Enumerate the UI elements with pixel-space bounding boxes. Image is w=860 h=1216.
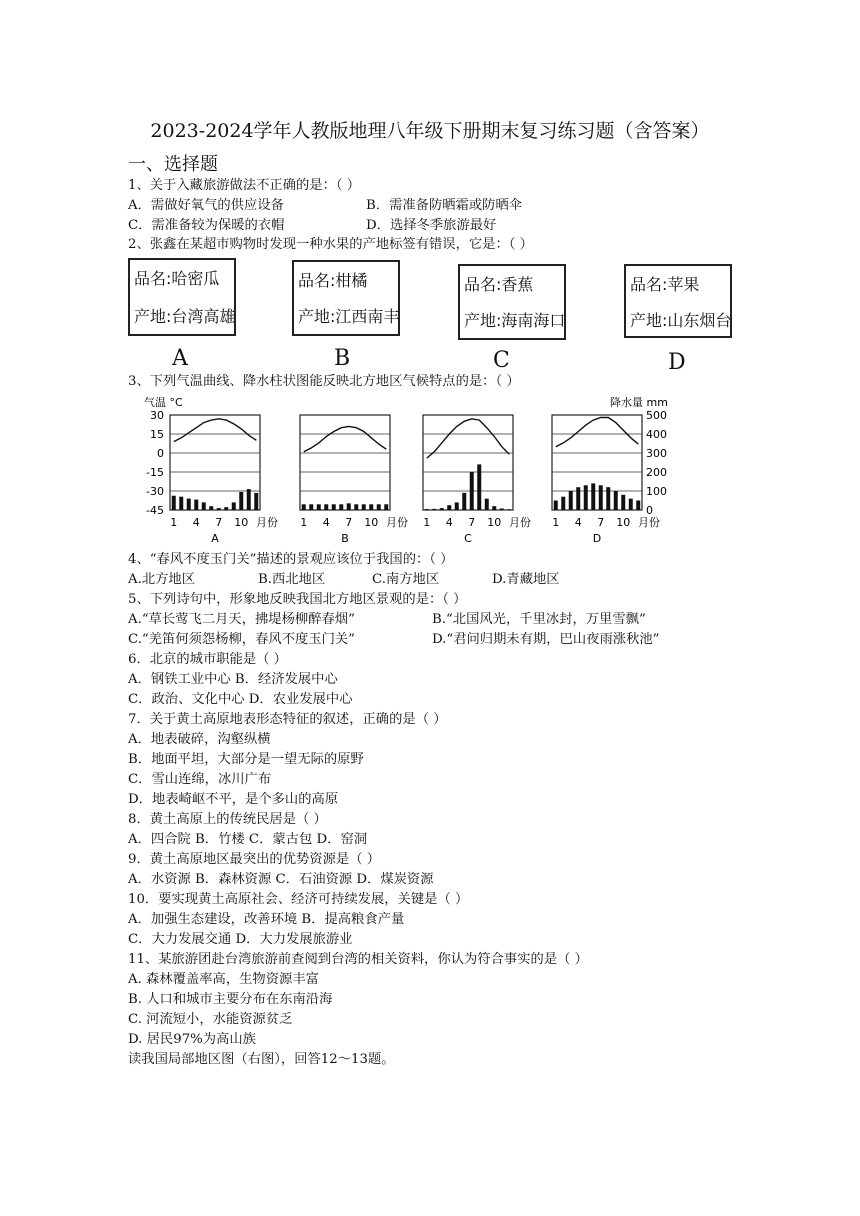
month-tick-label: 10 [234,516,249,529]
month-tick-label: 4 [574,516,582,529]
q1-stem: 1、关于入藏旅游做法不正确的是：（ ） [128,178,361,193]
q10-stem: 10．要实现黄土高原社会、经济可持续发展，关键是（ ） [128,892,469,907]
precipitation-bar [324,504,328,510]
precipitation-bar [354,504,358,510]
precipitation-bar [224,507,228,510]
precipitation-bar [369,504,373,510]
left-axis-label: 气温 °C [144,396,183,409]
q1-option-d: D．选择冬季旅游最好 [366,218,497,233]
section-heading: 一、选择题 [128,154,218,175]
climate-panel-d [552,415,660,545]
q9-stem: 9．黄土高原地区最突出的优势资源是（ ） [128,852,381,867]
fruit-origin: 产地:江西南丰 [298,307,400,326]
precipitation-tick-label: 200 [646,466,667,479]
month-unit-label: 月份 [386,516,408,529]
precipitation-bar [621,495,625,510]
precipitation-bar [485,499,489,510]
precipitation-bar [202,502,206,510]
temperature-curve [556,418,639,447]
q4-option-a: A.北方地区 [128,572,196,587]
q7-stem: 7．关于黄土高原地表形态特征的叙述，正确的是（ ） [128,712,447,727]
panel-frame [423,415,513,510]
q11-option-c: C. 河流短小，水能资源贫乏 [128,1012,293,1027]
precipitation-bar [569,491,573,510]
precipitation-bar [614,491,618,510]
temperature-curve [304,426,387,451]
choice-letter-c: C [493,348,510,373]
q7-option-c: C．雪山连绵，冰川广布 [128,772,272,787]
temperature-curve [174,419,256,442]
q3-stem: 3、下列气温曲线、降水柱状图能反映北方地区气候特点的是：（ ） [128,374,520,389]
q7-option-d: D．地表崎岖不平，是个多山的高原 [128,792,339,807]
q8-options: A．四合院 B．竹楼 C．蒙古包 D．窑洞 [128,832,368,847]
q6-options-cd: C．政治、文化中心 D．农业发展中心 [128,692,353,707]
q4-option-d: D.青藏地区 [492,572,560,587]
q5-stem: 5、下列诗句中，形象地反映我国北方地区景观的是：（ ） [128,592,467,607]
precipitation-bar [440,508,444,510]
temperature-tick-label: 30 [150,409,164,422]
panel-frame [170,415,260,510]
precipitation-bar [599,485,603,510]
choice-letter-d: D [668,350,686,375]
month-unit-label: 月份 [638,516,660,529]
precipitation-bar [377,504,381,510]
panel-frame [552,415,642,510]
precipitation-bar [492,506,496,510]
precipitation-tick-label: 400 [646,428,667,441]
precipitation-bar [591,483,595,510]
precipitation-bar [309,504,313,510]
q8-stem: 8．黄土高原上的传统民居是（ ） [128,812,327,827]
precipitation-bar [629,499,633,510]
month-tick-label: 7 [215,516,223,529]
month-tick-label: 7 [597,516,605,529]
precipitation-bar [636,501,640,511]
precipitation-bar [455,502,459,510]
q7-option-b: B．地面平坦，大部分是一望无际的原野 [128,752,364,767]
precipitation-bar [247,489,251,510]
fruit-origin: 产地:海南海口 [464,311,566,330]
precipitation-bar [384,504,388,510]
fruit-label-b [292,260,400,336]
precipitation-tick-label: 300 [646,447,667,460]
q5-option-a: A.“草长莺飞二月天，拂堤杨柳醉春烟” [128,612,355,627]
q6-stem: 6．北京的城市职能是（ ） [128,652,287,667]
precipitation-bar [470,472,474,510]
q1-option-a: A．需做好氧气的供应设备 [128,198,284,213]
precipitation-bar [432,509,436,510]
month-tick-label: 4 [445,516,453,529]
precipitation-tick-label: 0 [646,504,653,517]
temperature-tick-label: 0 [157,447,164,460]
document-title: 2023-2024学年人教版地理八年级下册期末复习练习题（含答案） [150,120,710,142]
fruit-name: 品名:哈密瓜 [134,269,220,288]
fruit-label-d [624,264,732,338]
precipitation-bar [232,502,236,510]
precipitation-bar [477,464,481,510]
temperature-tick-label: -45 [146,504,164,517]
precipitation-bar [606,487,610,510]
right-axis-label: 降水量 mm [610,396,668,409]
fruit-label-a [128,258,236,336]
precipitation-bar [462,493,466,510]
q4-option-c: C.南方地区 [372,572,440,587]
precipitation-bar [362,504,366,510]
month-tick-label: 7 [345,516,353,529]
fruit-origin: 产地:台湾高雄 [134,307,236,326]
temperature-tick-label: -30 [146,485,164,498]
month-tick-label: 1 [552,516,560,529]
precipitation-bar [179,497,183,510]
precipitation-bar [254,493,258,510]
q4-option-b: B.西北地区 [258,572,326,587]
precipitation-bar [339,504,343,510]
q11-option-d: D. 居民97%为高山族 [128,1032,256,1047]
panel-letter: C [464,532,472,545]
choice-letter-a: A [172,346,188,371]
q9-options: A．水资源 B．森林资源 C．石油资源 D．煤炭资源 [128,872,434,887]
temperature-tick-label: 15 [150,428,164,441]
fruit-label-c [458,264,566,340]
fruit-name: 品名:香蕉 [464,275,534,294]
q11-option-b: B. 人口和城市主要分布在东南沿海 [128,992,333,1007]
month-tick-label: 7 [468,516,476,529]
month-tick-label: 1 [300,516,308,529]
precipitation-bar [425,509,429,510]
climate-panel-b [300,415,408,545]
precipitation-bar [172,496,176,510]
q2-stem: 2、张鑫在某超市购物时发现一种水果的产地标签有错误，它是：（ ） [128,237,533,252]
q10-options-ab: A．加强生态建设，改善环境 B．提高粮食产量 [128,912,405,927]
q5-option-d: D.“君问归期未有期，巴山夜雨涨秋池” [432,632,660,647]
panel-letter: D [592,532,602,545]
month-tick-label: 4 [192,516,200,529]
month-tick-label: 10 [364,516,379,529]
month-tick-label: 1 [170,516,178,529]
precipitation-bar [217,508,221,510]
temperature-curve [427,419,510,458]
month-unit-label: 月份 [509,516,531,529]
month-tick-label: 1 [423,516,431,529]
map-reading-instruction: 读我国局部地区图（右图），回答12～13题。 [128,1052,395,1067]
precipitation-bar [332,504,336,510]
month-tick-label: 4 [322,516,330,529]
fruit-name: 品名:苹果 [630,275,700,294]
precipitation-bar [561,497,565,510]
q1-option-b: B．需准备防晒霜或防晒伞 [366,198,523,213]
temperature-tick-label: -15 [146,466,164,479]
precipitation-bar [209,506,213,510]
precipitation-bar [507,509,511,510]
precipitation-bar [239,492,243,510]
panel-frame [300,415,390,510]
climate-panel-a [170,415,278,545]
precipitation-bar [194,500,198,510]
precipitation-bar [347,503,351,510]
precipitation-tick-label: 100 [646,485,667,498]
fruit-name: 品名:柑橘 [298,271,368,290]
q6-options-ab: A．钢铁工业中心 B．经济发展中心 [128,672,338,687]
q1-option-c: C．需准备较为保暖的衣帽 [128,218,285,233]
precipitation-bar [500,508,504,510]
precipitation-bar [576,487,580,510]
panel-letter: B [341,532,349,545]
precipitation-tick-label: 500 [646,409,667,422]
q11-stem: 11、某旅游团赴台湾旅游前查阅到台湾的相关资料，你认为符合事实的是（ ） [128,952,588,967]
q10-options-cd: C．大力发展交通 D．大力发展旅游业 [128,932,353,947]
month-unit-label: 月份 [256,516,278,529]
precipitation-bar [302,504,306,510]
month-tick-label: 10 [616,516,631,529]
q11-option-a: A. 森林覆盖率高，生物资源丰富 [128,972,319,987]
q4-stem: 4、“春风不度玉门关”描述的景观应该位于我国的：（ ） [128,552,454,567]
precipitation-bar [187,499,191,510]
q5-option-c: C.“羌笛何须怨杨柳，春风不度玉门关” [128,632,355,647]
q5-option-b: B.“北国风光，千里冰封，万里雪飘” [432,612,646,627]
month-tick-label: 10 [487,516,502,529]
climate-panel-c [423,415,531,545]
choice-letter-b: B [334,346,351,371]
precipitation-bar [554,501,558,511]
fruit-origin: 产地:山东烟台 [630,311,732,330]
climate-charts [140,393,680,545]
q7-option-a: A．地表破碎，沟壑纵横 [128,732,271,747]
precipitation-bar [317,504,321,510]
panel-letter: A [211,532,219,545]
precipitation-bar [584,485,588,510]
precipitation-bar [447,505,451,510]
